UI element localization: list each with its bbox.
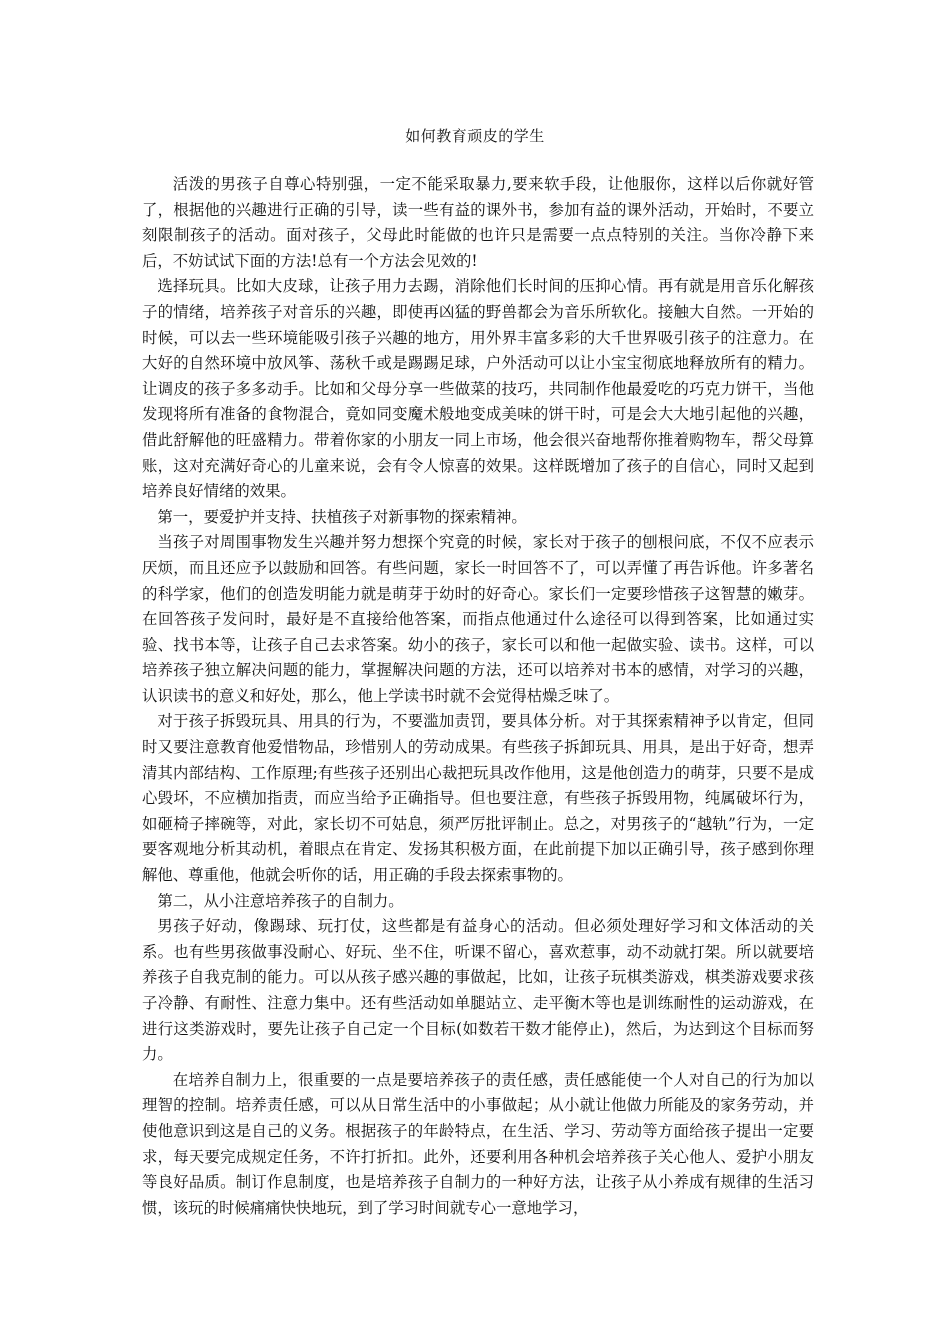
paragraph-curiosity: 当孩子对周围事物发生兴趣并努力想探个究竟的时候，家长对于孩子的刨根问底，不仅不应表示厌烦，而且还应予以鼓励和回答。有些问题，家长一时回答不了，可以弄懂了再告诉他。许多著名的科学家，他们的创造发明能力就是萌芽于幼时的好奇心。家长们一定要珍惜孩子这智慧的嫩芽。在回答孩子发问时，最好是不直接给他答案，而指点他通过什么途径可以得到答案，比如通过实验、找书本等，让孩子自己去求答案。幼小的孩子，家长可以和他一起做实验、读书。这样，可以培养孩子独立解决问题的能力，掌握解决问题的方法，还可以培养对书本的感情，对学习的兴趣，认识读书的意义和好处，那么，他上学读书时就不会觉得枯燥乏味了。	[142, 533, 814, 705]
paragraph-heading-second: 第二，从小注意培养孩子的自制力。	[157, 891, 404, 910]
paragraph-intro: 活泼的男孩子自尊心特别强，一定不能采取暴力,要来软手段，让他服你，这样以后你就好管了，根据他的兴趣进行正确的引导，读一些有益的课外书，参加有益的课外活动，开始时，不要立刻限制孩子的活动。面对孩子，父母此时能做的也许只是需要一点点特别的关注。当你冷静下来后，不妨试试下面的方法!总有一个方法会见效的!	[142, 175, 814, 270]
paragraph-heading-first: 第一，要爱护并支持、扶植孩子对新事物的探索精神。	[157, 507, 527, 526]
document-title: 如何教育顽皮的学生	[405, 127, 545, 145]
paragraph-responsibility: 在培养自制力上，很重要的一点是要培养孩子的责任感，责任感能使一个人对自己的行为加以理智的控制。培养责任感，可以从日常生活中的小事做起；从小就让他做力所能及的家务劳动，并使他意识到这是自己的义务。根据孩子的年龄特点，在生活、学习、劳动等方面给孩子提出一定要求，每天要完成规定任务，不许打折扣。此外，还要利用各种机会培养孩子关心他人、爱护小朋友等良好品质。制订作息制度，也是培养孩子自制力的一种好方法，让孩子从小养成有规律的生活习惯，该玩的时候痛痛快快地玩，到了学习时间就专心一意地学习，	[142, 1070, 814, 1217]
paragraph-toys: 选择玩具。比如大皮球，让孩子用力去踢，消除他们长时间的压抑心情。再有就是用音乐化解孩子的情绪，培养孩子对音乐的兴趣，即使再凶猛的野兽都会为音乐所软化。接触大自然。一开始的时候，可以去一些环境能吸引孩子兴趣的地方，用外界丰富多彩的大千世界吸引孩子的注意力。在大好的自然环境中放风筝、荡秋千或是踢踢足球，户外活动可以让小宝宝彻底地释放所有的精力。让调皮的孩子多多动手。比如和父母分享一些做菜的技巧，共同制作他最爱吃的巧克力饼干，当他发现将所有准备的食物混合，竟如同变魔术般地变成美味的饼干时，可是会大大地引起他的兴趣，借此舒解他的旺盛精力。带着你家的小朋友一同上市场，他会很兴奋地帮你推着购物车，帮父母算账，这对充满好奇心的儿童来说，会有令人惊喜的效果。这样既增加了孩子的自信心，同时又起到培养良好情绪的效果。	[142, 277, 814, 501]
paragraph-self-control: 男孩子好动，像踢球、玩打仗，这些都是有益身心的活动。但必须处理好学习和文体活动的关系。也有些男孩做事没耐心、好玩、坐不住，听课不留心，喜欢惹事，动不动就打架。所以就要培养孩子自我克制的能力。可以从孩子感兴趣的事做起，比如，让孩子玩棋类游戏，棋类游戏要求孩子冷静、有耐性、注意力集中。还有些活动如单腿站立、走平衡木等也是训练耐性的运动游戏，在进行这类游戏时，要先让孩子自己定一个目标(如数若干数才能停止)，然后，为达到这个目标而努力。	[142, 917, 814, 1064]
document-body	[142, 172, 814, 1221]
paragraph-dismantling: 对于孩子拆毁玩具、用具的行为，不要滥加责罚，要具体分析。对于其探索精神予以肯定，但同时又要注意教育他爱惜物品，珍惜别人的劳动成果。有些孩子拆卸玩具、用具，是出于好奇，想弄清其内部结构、工作原理;有些孩子还别出心裁把玩具改作他用，这是他创造力的萌芽，只要不是成心毁坏，不应横加指责，而应当给予正确指导。但也要注意，有些孩子拆毁用物，纯属破坏行为，如砸椅子摔碗等，对此，家长切不可姑息，须严厉批评制止。总之，对男孩子的“越轨”行为，一定要客观地分析其动机，着眼点在肯定、发扬其积极方面，在此前提下加以正确引导，孩子感到你理解他、尊重他，他就会听你的话，用正确的手段去探索事物的。	[142, 712, 814, 885]
